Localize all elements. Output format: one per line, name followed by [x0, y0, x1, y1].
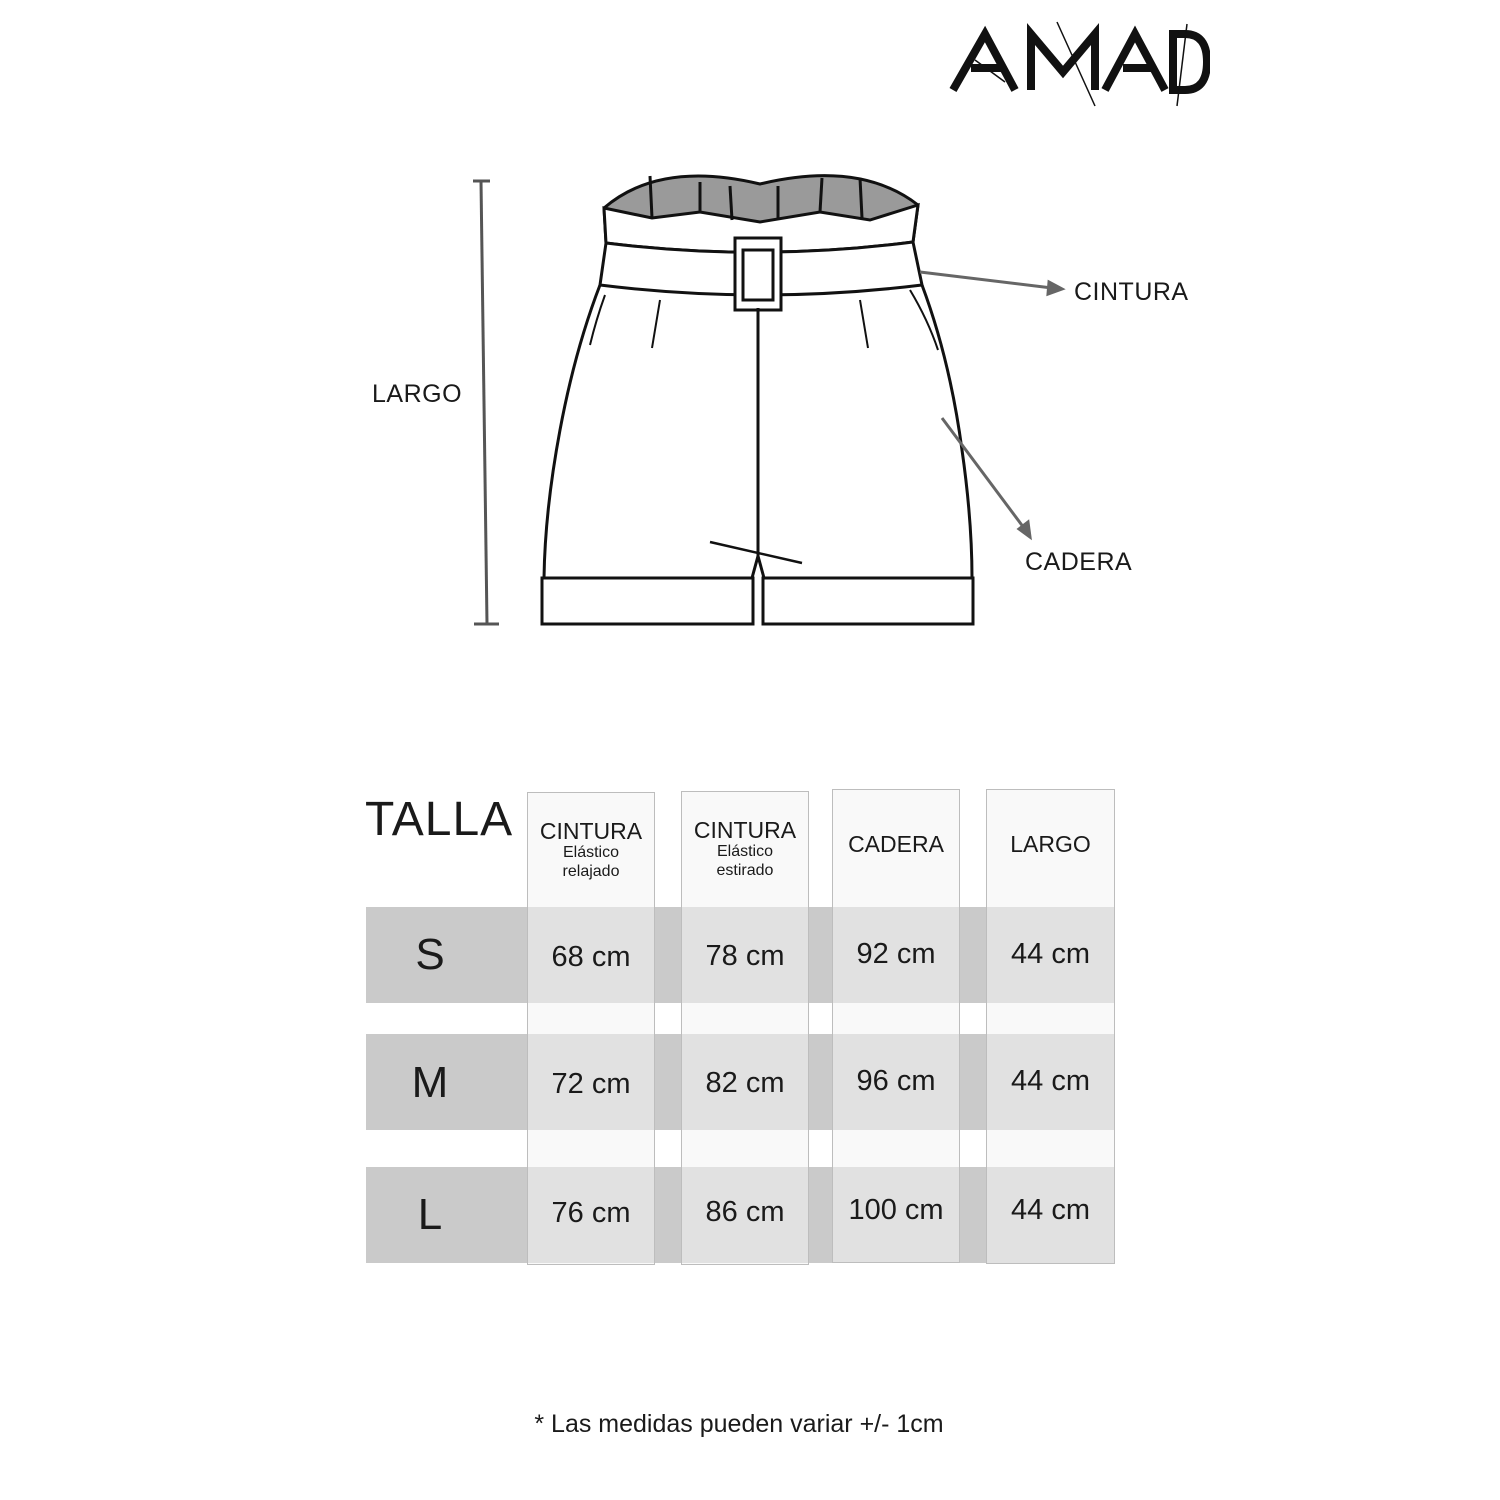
cell-m-cadera: 96 cm	[856, 1065, 936, 1097]
column-largo	[986, 789, 1115, 1264]
footnote: * Las medidas pueden variar +/- 1cm	[534, 1410, 944, 1438]
column-title: CINTURA	[693, 817, 797, 843]
belt	[600, 238, 922, 310]
column-header	[987, 790, 1114, 905]
size-label-l: L	[417, 1190, 443, 1239]
cintura-arrow	[920, 272, 1062, 294]
cell-s-largo: 44 cm	[1011, 938, 1090, 970]
cell-l-cintura-estirado: 86 cm	[705, 1196, 785, 1228]
column-subtitle: relajado	[562, 863, 620, 880]
column-subtitle: Elástico	[716, 843, 774, 860]
cell-m-cintura-relajado: 72 cm	[551, 1068, 631, 1100]
size-label-m: M	[411, 1058, 449, 1107]
shorts-body	[544, 285, 972, 578]
label-largo: LARGO	[372, 380, 463, 408]
shorts-diagram	[0, 0, 1500, 700]
column-subtitle: Elástico	[562, 844, 620, 861]
column-header	[682, 792, 808, 907]
column-title: CADERA	[848, 831, 944, 857]
cell-s-cadera: 92 cm	[856, 938, 936, 970]
cell-s-cintura-estirado: 78 cm	[705, 940, 785, 972]
cell-m-largo: 44 cm	[1011, 1065, 1090, 1097]
cadera-arrow	[942, 418, 1030, 537]
column-title: CINTURA	[539, 818, 643, 844]
column-cintura-estirado	[681, 791, 809, 1265]
cell-l-largo: 44 cm	[1011, 1194, 1090, 1226]
cell-m-cintura-estirado: 82 cm	[705, 1067, 785, 1099]
label-cintura: CINTURA	[1074, 278, 1189, 306]
cuffs	[542, 578, 973, 624]
column-cadera	[832, 789, 960, 1263]
cell-s-cintura-relajado: 68 cm	[551, 941, 631, 973]
column-cintura-relajado	[527, 792, 655, 1265]
label-cadera: CADERA	[1025, 548, 1133, 576]
column-title: LARGO	[1010, 831, 1091, 857]
column-header	[528, 793, 654, 908]
table-heading-talla: TALLA	[365, 793, 514, 846]
size-label-s: S	[415, 930, 445, 979]
column-subtitle: estirado	[716, 862, 774, 879]
largo-measure-line	[473, 181, 499, 624]
cell-l-cintura-relajado: 76 cm	[551, 1197, 631, 1229]
cell-l-cadera: 100 cm	[848, 1194, 944, 1226]
column-header	[833, 790, 959, 905]
